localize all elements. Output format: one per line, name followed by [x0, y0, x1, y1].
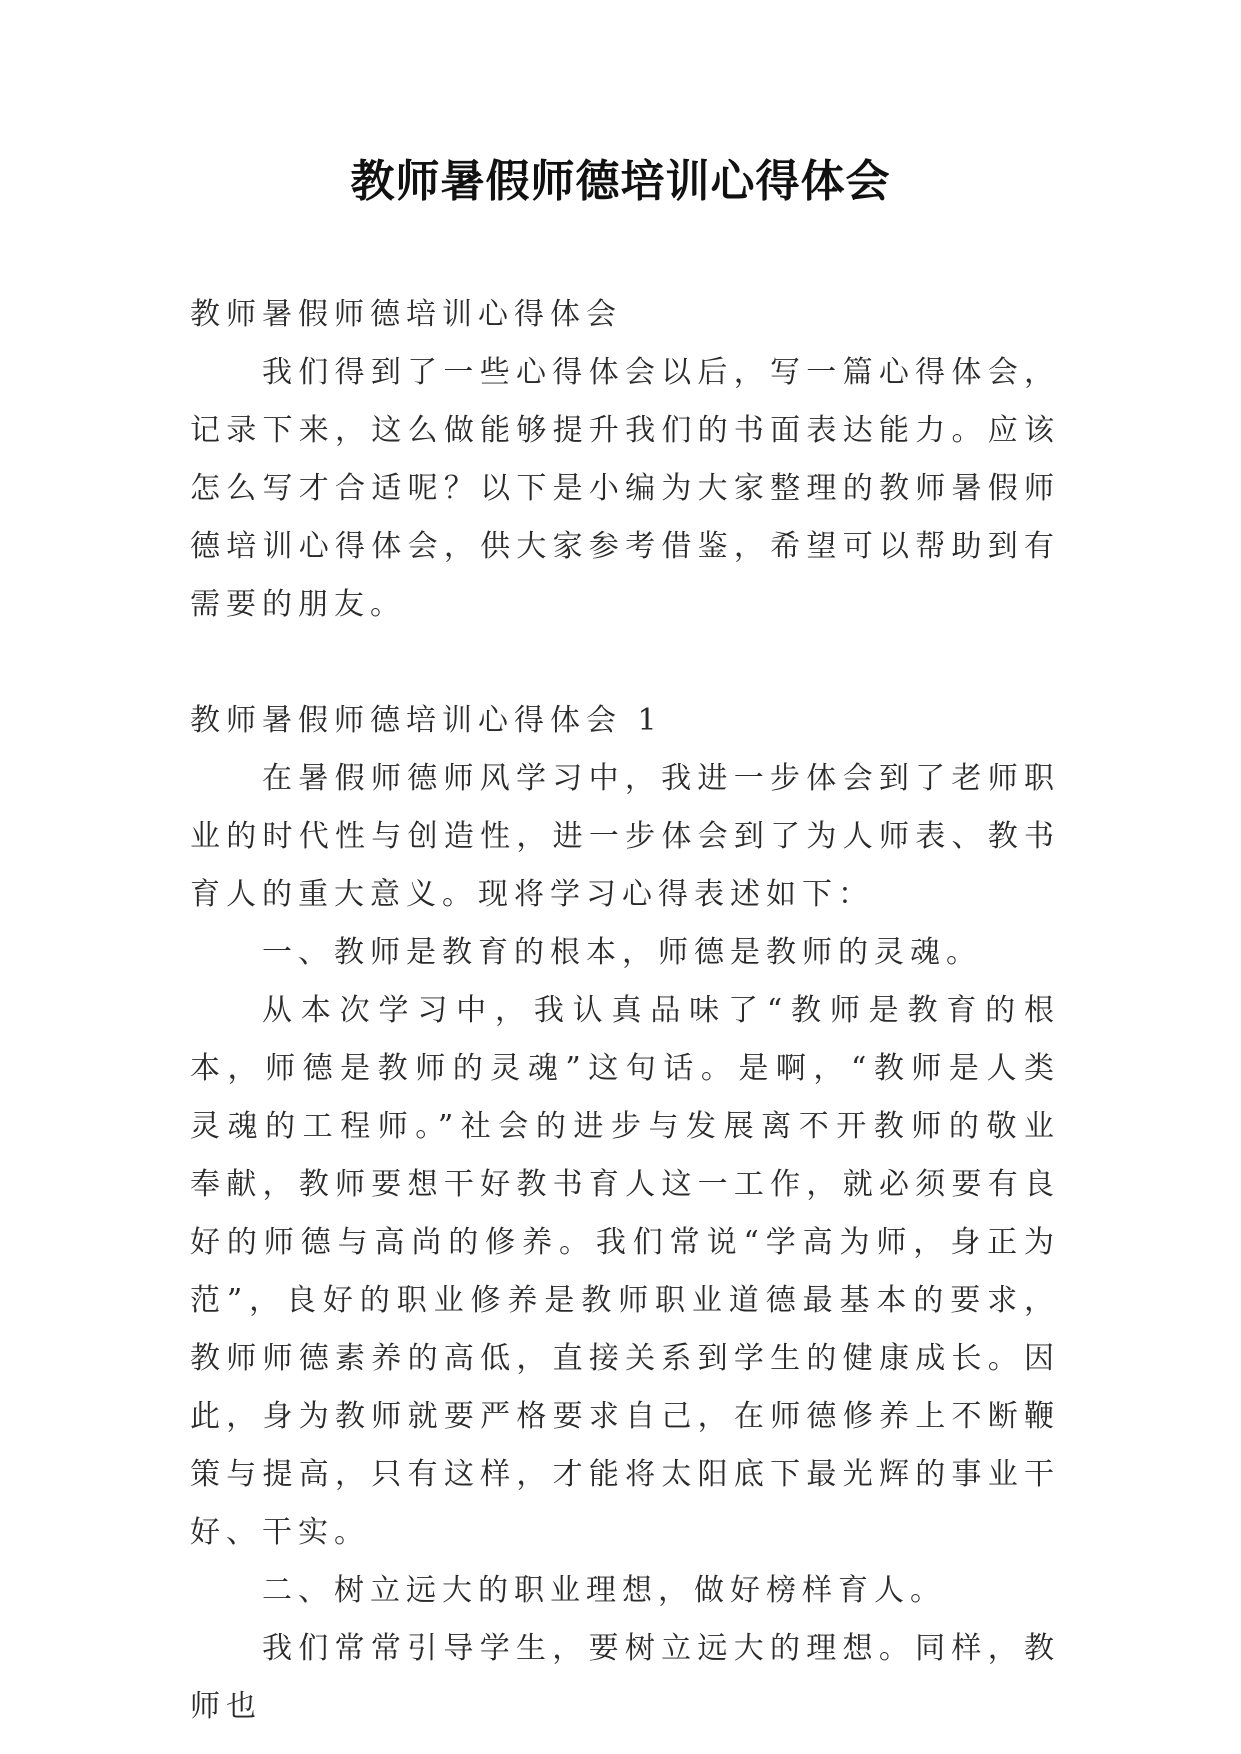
document-body [190, 286, 1060, 1736]
body-paragraph: 我们常常引导学生，要树立远大的理想。同样，教师也 [190, 1631, 1060, 1724]
intro-paragraph: 我们得到了一些心得体会以后，写一篇心得体会，记录下来，这么做能够提升我们的书面表达能力。应该怎么写才合适呢？以下是小编为大家整理的教师暑假师德培训心得体会，供大家参考借鉴，希望可以帮助到有需要的朋友。 [190, 355, 1060, 622]
document-subtitle: 教师暑假师德培训心得体会 [190, 297, 622, 332]
body-paragraph: 在暑假师德师风学习中，我进一步体会到了老师职业的时代性与创造性，进一步体会到了为人师表、教书育人的重大意义。现将学习心得表述如下： [190, 761, 1060, 912]
point-heading: 二、树立远大的职业理想，做好榜样育人。 [262, 1573, 946, 1608]
point-heading: 一、教师是教育的根本，师德是教师的灵魂。 [262, 935, 982, 970]
section-spacer [190, 634, 1060, 692]
body-paragraph: 从本次学习中，我认真品味了“教师是教育的根本，师德是教师的灵魂”这句话。是啊，“教师是人类灵魂的工程师。”社会的进步与发展离不开教师的敬业奉献，教师要想干好教书育人这一工作，就必须要有良好的师德与高尚的修养。我们常说“学高为师，身正为范”，良好的职业修养是教师职业道德最基本的要求，教师师德素养的高低，直接关系到学生的健康成长。因此，身为教师就要严格要求自己，在师德修养上不断鞭策与提高，只有这样，才能将太阳底下最光辉的事业干好、干实。 [190, 993, 1060, 1550]
document-title: 教师暑假师德培训心得体会 [350, 156, 891, 207]
section-heading: 教师暑假师德培训心得体会 1 [190, 703, 663, 738]
